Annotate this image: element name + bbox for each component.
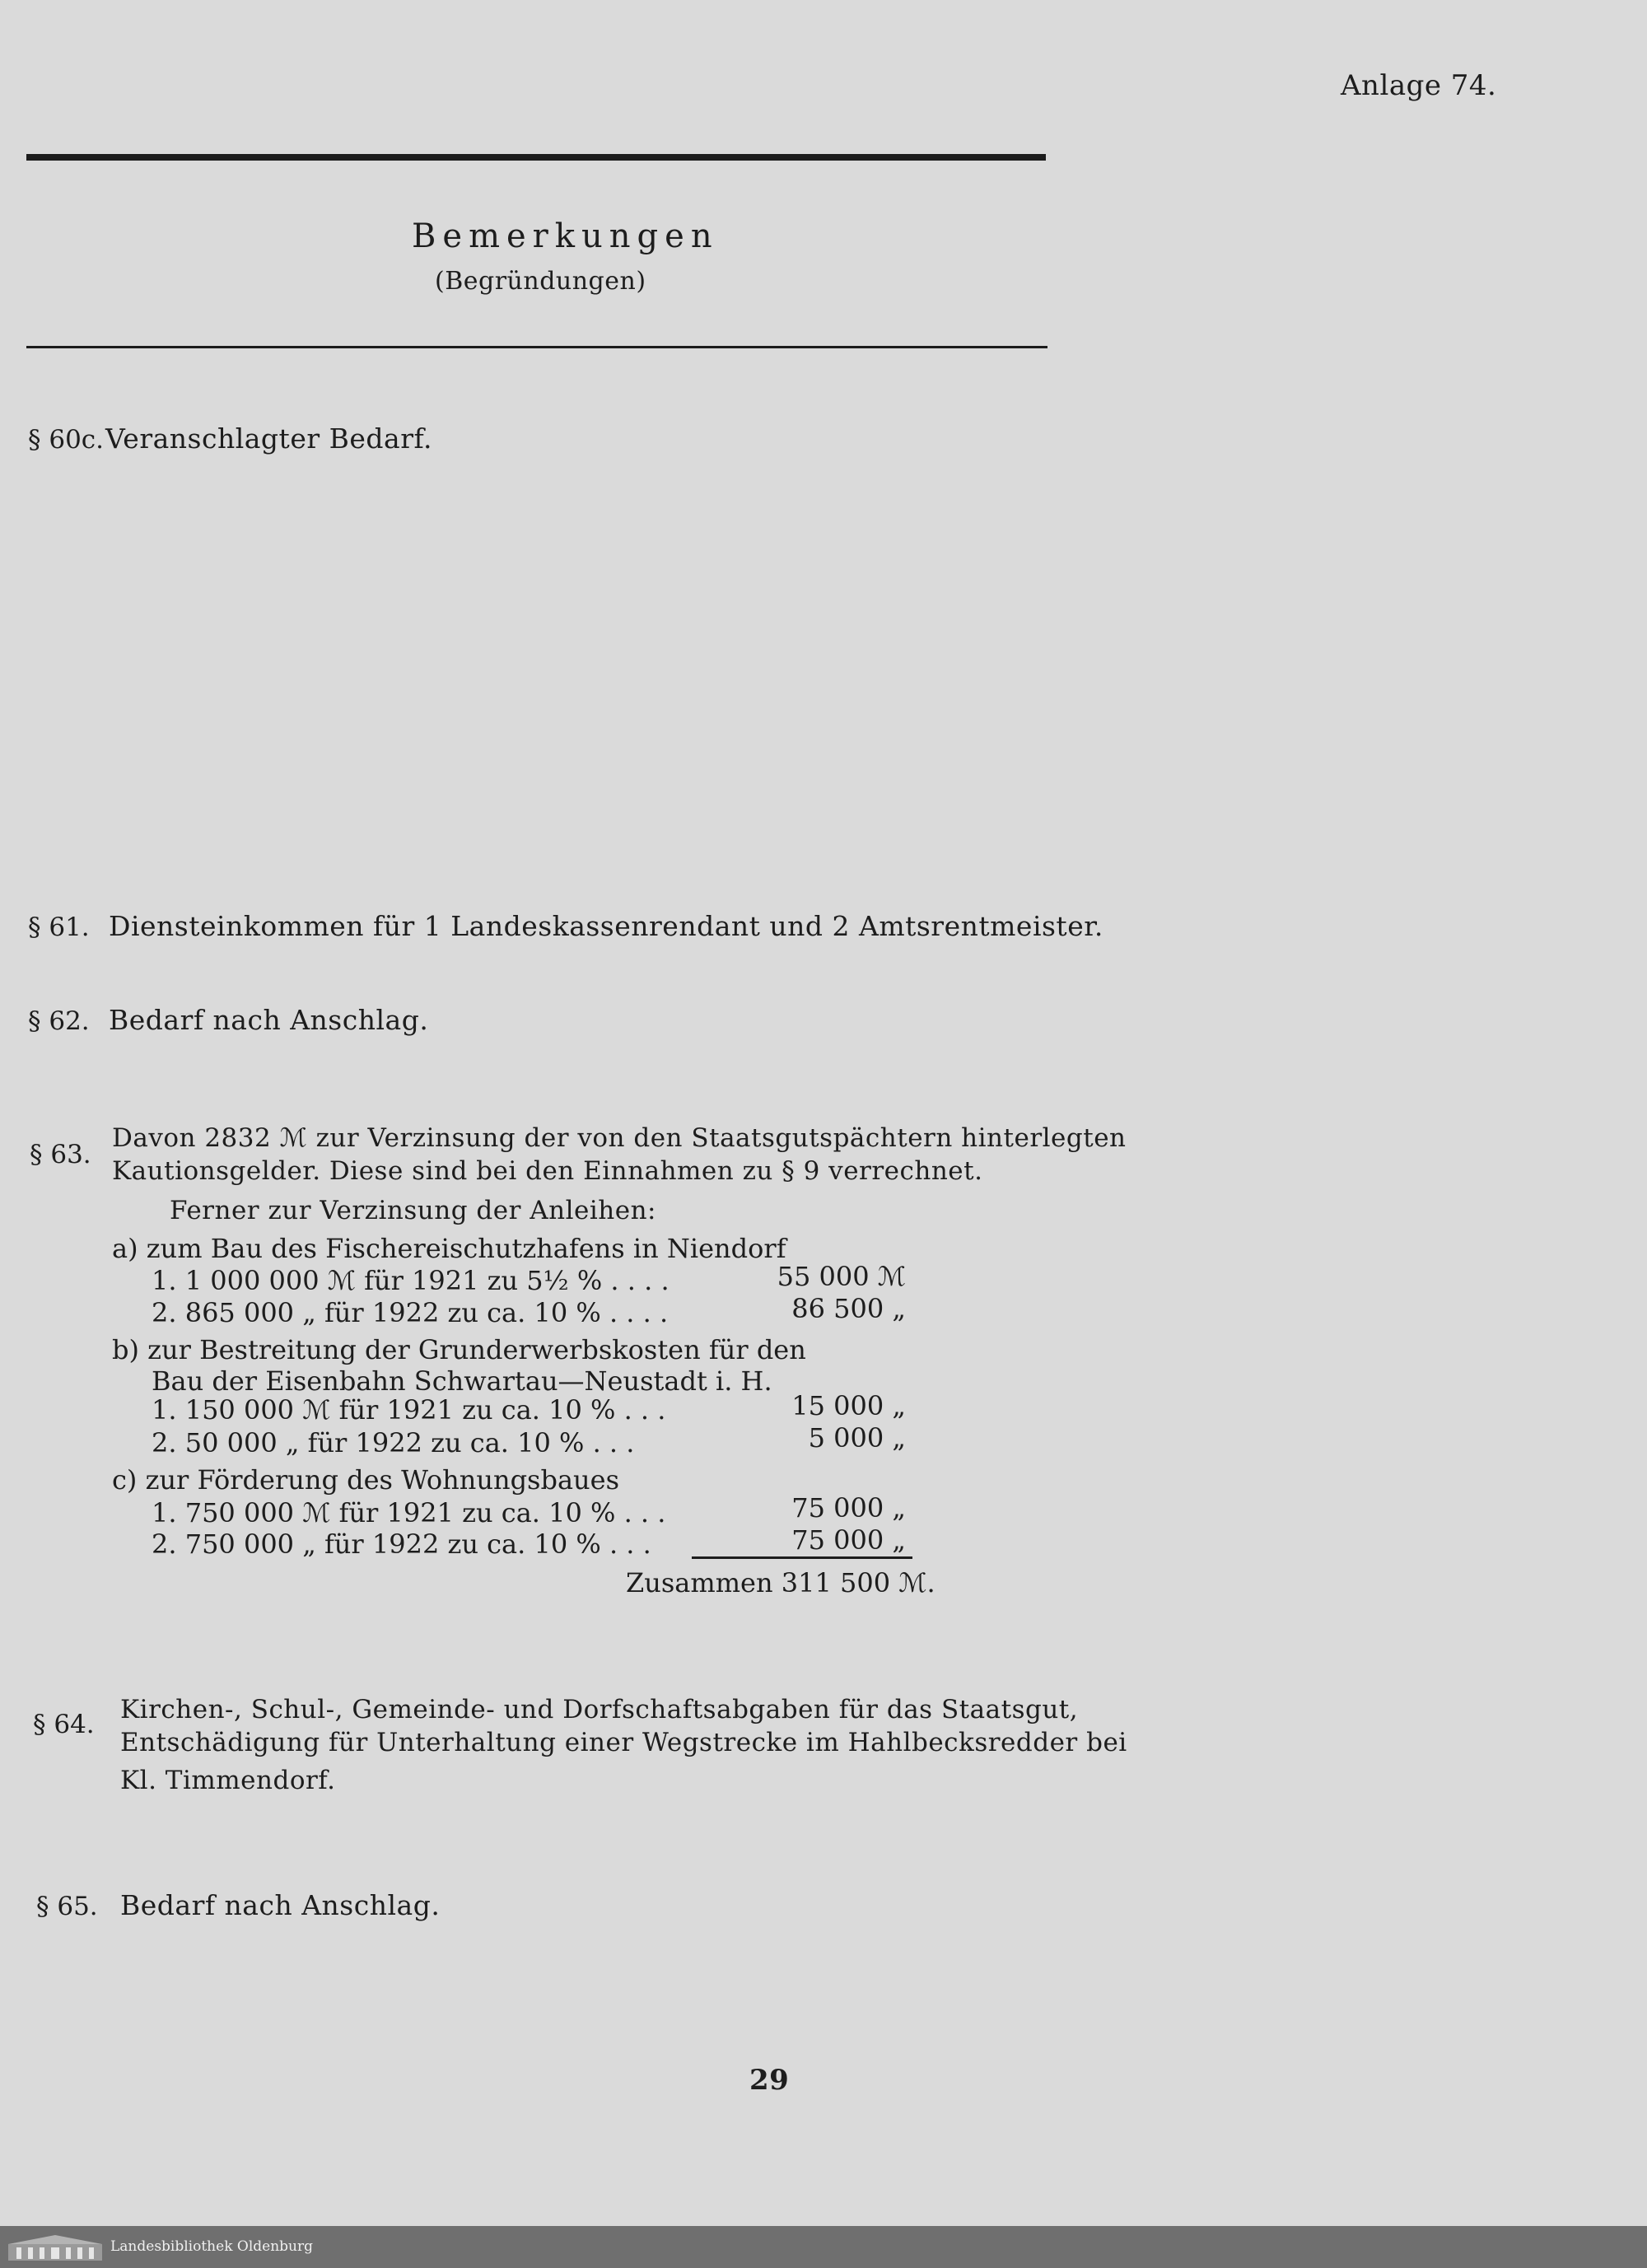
list-item-amount: 86 500 „ [791,1293,906,1324]
list-item: 2. 750 000 „ für 1922 zu ca. 10 % . . . [152,1528,651,1560]
section-text: Bedarf nach Anschlag. [109,1004,429,1036]
list-item-amount: 55 000 ℳ [777,1261,906,1292]
bottom-rule [26,346,1047,348]
library-footer [0,2226,1647,2268]
top-rule [26,154,1046,161]
library-building-icon [7,2233,104,2262]
annex-label: Anlage 74. [1341,69,1497,102]
section-text: Bedarf nach Anschlag. [120,1889,441,1921]
section-number: § 60c. [28,425,105,455]
list-item: 1. 150 000 ℳ für 1921 zu ca. 10 % . . . [152,1394,666,1426]
list-item-amount: 75 000 „ [791,1524,906,1556]
heading-title: Bemerkungen [412,217,719,255]
list-item-heading: Bau der Eisenbahn Schwartau—Neustadt i. H. [152,1365,772,1397]
list-item: 2. 865 000 „ für 1922 zu ca. 10 % . . . . [152,1297,669,1328]
section-number: § 64. [33,1710,95,1739]
section-number: § 63. [30,1140,91,1169]
list-item-amount: 75 000 „ [791,1492,906,1524]
list-item-heading: a) zum Bau des Fischereischutzhafens in Niendorf [112,1233,786,1264]
section-number: § 61. [28,912,90,942]
list-item: 2. 50 000 „ für 1922 zu ca. 10 % . . . [152,1427,635,1458]
section-text: Kautionsgelder. Diese sind bei den Einnahmen zu § 9 verrechnet. [112,1156,983,1186]
sum-rule [692,1556,912,1559]
section-text: Kirchen-, Schul-, Gemeinde- und Dorfschaftsabgaben für das Staatsgut, [120,1695,1079,1724]
sum-total: Zusammen 311 500 ℳ. [626,1567,935,1598]
section-text: Kl. Timmendorf. [120,1766,336,1795]
list-item-heading: b) zur Bestreitung der Grunderwerbskosten für den [112,1334,806,1365]
section-number: § 62. [28,1006,90,1036]
list-item: 1. 1 000 000 ℳ für 1921 zu 5½ % . . . . [152,1265,670,1296]
section-text: Entschädigung für Unterhaltung einer Wegstrecke im Hahlbecksredder bei [120,1728,1127,1757]
list-item-amount: 15 000 „ [791,1390,906,1421]
list-item: 1. 750 000 ℳ für 1921 zu ca. 10 % . . . [152,1497,666,1528]
list-item-amount: 5 000 „ [808,1422,906,1454]
section-text: Ferner zur Verzinsung der Anleihen: [170,1196,656,1225]
list-item-heading: c) zur Förderung des Wohnungsbaues [112,1464,619,1496]
section-text: Davon 2832 ℳ zur Verzinsung der von den Staatsgutspächtern hinterlegten [112,1123,1127,1153]
page-number: 29 [749,2064,790,2097]
section-text: Veranschlagter Bedarf. [105,422,432,455]
section-number: § 65. [36,1892,98,1921]
library-name: Landesbibliothek Oldenburg [110,2238,314,2255]
heading-subtitle: (Begründungen) [435,267,646,296]
section-text: Diensteinkommen für 1 Landeskassenrendant und 2 Amtsrentmeister. [109,910,1103,942]
